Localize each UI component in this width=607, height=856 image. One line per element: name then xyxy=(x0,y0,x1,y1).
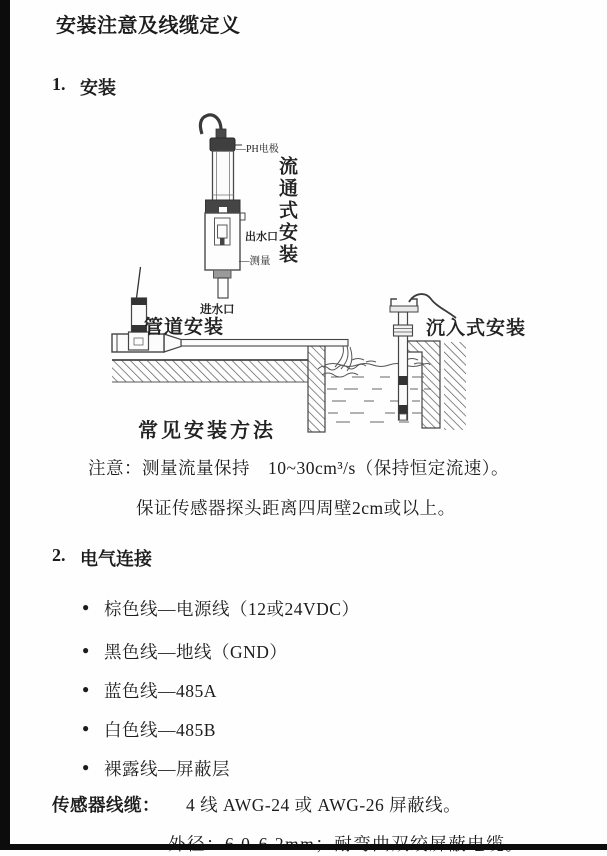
section1-number: 1. xyxy=(52,74,66,94)
section2-heading: 电气连接 xyxy=(80,549,152,569)
sensor-cable-label: 传感器线缆： xyxy=(52,795,160,815)
wire-blue: 蓝色线—485A xyxy=(104,681,217,701)
wire-bare: 裸露线—屏蔽层 xyxy=(104,759,230,779)
label-submersion-install: 沉入式安装 xyxy=(426,318,527,339)
wire-black: 黑色线—地线（GND） xyxy=(104,642,288,662)
note-line-2: 保证传感器探头距离四周壁2cm或以上。 xyxy=(136,498,456,518)
label-ph-electrode: —PH电极 xyxy=(236,144,279,155)
bullet-icon: ● xyxy=(82,643,90,657)
label-pipe-install: 管道安装 xyxy=(144,317,225,338)
bullet-icon: ● xyxy=(82,721,90,735)
label-measure: —测量 xyxy=(239,256,271,267)
section2-heading-row xyxy=(0,545,607,569)
scan-edge-bottom xyxy=(0,844,607,850)
note-line-1: 注意：测量流量保持 10~30cm³/s（保持恒定流速）。 xyxy=(88,458,510,478)
diagram-caption: 常见安装方法 xyxy=(138,420,276,442)
section1-heading-row xyxy=(0,74,607,98)
basin-left-wall xyxy=(308,346,325,432)
page-title: 安装注意及线缆定义 xyxy=(56,15,241,37)
water-dashes xyxy=(327,377,431,422)
installation-diagram xyxy=(0,112,607,452)
label-water-outlet: 出水口 xyxy=(245,231,278,243)
bullet-icon: ● xyxy=(82,682,90,696)
wire-brown: 棕色线—电源线（12或24VDC） xyxy=(104,599,360,619)
bullet-icon: ● xyxy=(82,600,90,614)
installation-diagram-drawing xyxy=(0,112,607,452)
label-water-inlet: 进水口 xyxy=(200,304,235,316)
ground-hatch xyxy=(112,360,308,382)
wire-white: 白色线—485B xyxy=(104,720,216,740)
sensor-cable-spec: 4 线 AWG-24 或 AWG-26 屏蔽线。 xyxy=(186,795,462,815)
label-flow-through-install: 流通式安装 xyxy=(276,156,297,266)
section2-number: 2. xyxy=(52,545,66,565)
bullet-icon: ● xyxy=(82,760,90,774)
right-ground-hatch xyxy=(444,342,466,430)
basin-right-wall xyxy=(407,341,440,428)
section1-heading: 安装 xyxy=(80,78,116,98)
